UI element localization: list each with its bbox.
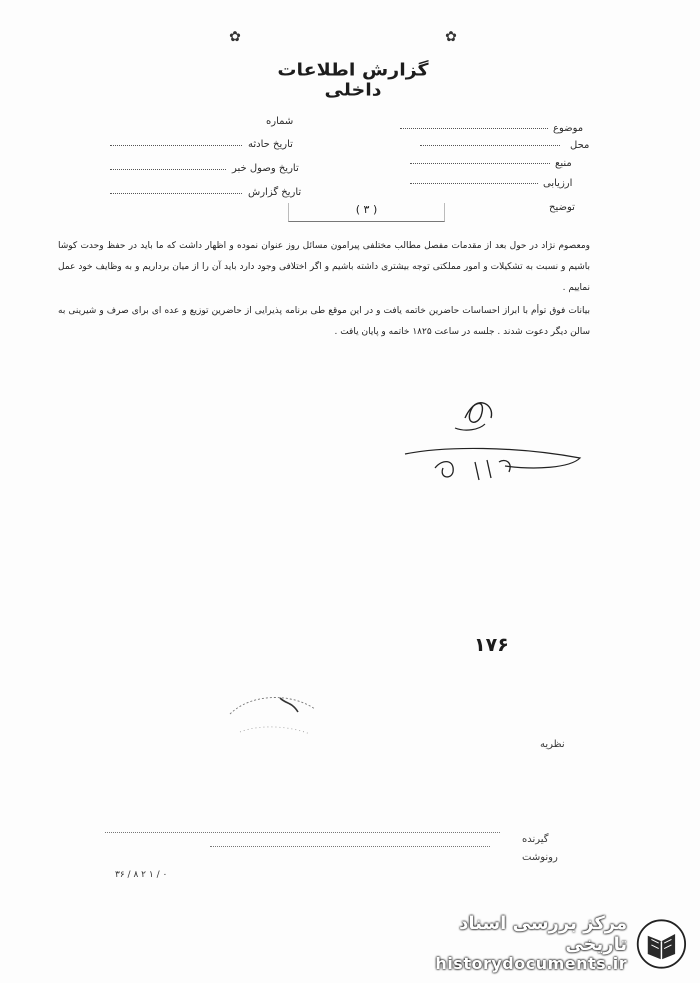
field-mahal-label: محل bbox=[570, 140, 590, 151]
field-tarikh-vosul-label: تاریخ وصول خبر bbox=[232, 163, 299, 174]
watermark-logo-icon bbox=[635, 915, 688, 973]
watermark bbox=[412, 913, 688, 975]
body-paragraph-2: بیانات فوق توأم با ابراز احساسات حاضرین خاتمه یافت و در این موقع طی برنامه پذیرایی از حاضرین توزیع و عده ای برای صرف و شیرینی به سالن دیگر دعوت شدند . جلسه در ساعت ۱۸۲۵ خاتمه و پایان یافت . bbox=[58, 306, 590, 338]
field-mozu-line bbox=[400, 128, 548, 129]
document-title: گزارش اطلاعات داخلی bbox=[277, 60, 429, 100]
field-tozih-label: توضیح bbox=[549, 202, 575, 213]
field-tarikh-hadese-line bbox=[110, 145, 242, 146]
lower-nazar-label: نظریه bbox=[540, 739, 565, 750]
reference-number: ( ۳ ) bbox=[288, 203, 445, 222]
field-arzyabi-label: ارزیابی bbox=[543, 178, 573, 189]
emblem-right-icon: ✿ bbox=[445, 29, 457, 45]
signature-scribble bbox=[395, 388, 595, 488]
lower-gozarandeh-label: گیرنده bbox=[522, 834, 549, 845]
field-tarikh-hadese-label: تاریخ حادثه bbox=[248, 139, 293, 150]
body-paragraph-1: ومعصوم نژاد در حول بعد از مقدمات مفصل مطالب مختلفی پیرامون مسائل روز عنوان نموده و اظهار داشت که ما باید در حفظ وحدت کوشا باشیم و نسبت به تشکیلات و امور مملکتی توجه بیشتری داشته باشیم و اگر اختلافی وجود دارد باید آن را از میان برداریم و به وظایف خود عمل نماییم . bbox=[58, 241, 590, 293]
lower-line-2 bbox=[210, 846, 490, 847]
field-mahal-line bbox=[420, 145, 560, 146]
field-arzyabi-line bbox=[410, 183, 538, 184]
field-shomare-label: شماره bbox=[266, 116, 294, 127]
emblem-left-icon: ✿ bbox=[229, 29, 241, 45]
report-body bbox=[58, 236, 590, 343]
field-tarikh-gozaresh-line bbox=[110, 193, 242, 194]
field-mozu-label: موضوع bbox=[553, 123, 584, 134]
watermark-url: historydocuments.ir bbox=[435, 954, 628, 974]
field-manba-label: منبع bbox=[555, 158, 572, 169]
watermark-title: مرکز بررسی اسناد تاریخی bbox=[459, 913, 628, 955]
lower-rooneveshte-label: رونوشت bbox=[522, 852, 558, 863]
field-tarikh-gozaresh-label: تاریخ گزارش bbox=[248, 187, 302, 198]
field-tarikh-vosul-line bbox=[110, 169, 226, 170]
lower-line-1 bbox=[105, 832, 500, 833]
stamp-mark bbox=[220, 684, 330, 759]
page-number: ۱۷۶ bbox=[474, 634, 509, 656]
document-code: ۰ / ۱ ۲ ۸ / ۳۶ bbox=[115, 870, 168, 880]
field-manba-line bbox=[410, 163, 550, 164]
